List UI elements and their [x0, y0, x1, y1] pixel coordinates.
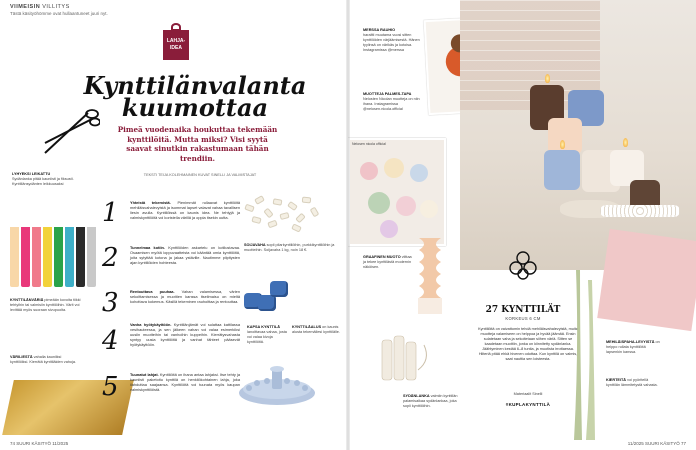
bubble-candles-photo [460, 0, 696, 270]
tapers-caption: MEHILÄISPAHA-LEVYISTÄ on helppo rullata kynttilöitä lapsenkin kanssa. [606, 340, 660, 354]
taper-candles-image [570, 270, 600, 440]
point-text: Vanha hyötykäyttöön. Kynttilänjämät voi sulattaa kattilassa vesihauteessa, ja sen jälkeen vahan voi valaa esimerkiksi uusiin muotteihin tai vanhoihin kuppeihin. Kierrätysvahasta syntyy uusia kynttilöitä ja vanhat tähteet pääsevät hyötykäyttöön. [130, 322, 240, 347]
spine-shadow [346, 0, 350, 450]
section-title: 27 KYNTTILÄT [485, 305, 561, 315]
wick-trimmer-icon [40, 105, 100, 155]
point-number: 1 [102, 198, 119, 228]
gold-caption: VÄRILIESTÄ vahalla kauniiksi kynttilöiksi. Kierrätä kynttiläiden vahoja. [10, 355, 77, 364]
point-text: Rentouttava puuhaa. Vahan valamisessa, värien sekoittamisessa ja muottien kanssa itseilmaisu on mieltä kohottava kokemus. Käsillä tekeminen rauhoittaa ja rentouttaa. [130, 289, 240, 304]
page-footer-left: 74 SUURI KÄSITYÖ 11/2025 [10, 441, 69, 446]
hashtag: #KUPLAKYNTTILÄ [505, 402, 551, 407]
point-number: 2 [102, 243, 119, 273]
point-text: Tunnelmaa kotiin. Kynttilöiden askartelu on kotilustavaa. Osaamisen myötä loppuvaatteista voi kääntää omia kynttilöitä, joita sytyttää kotona ja jakaa ystäville. Nautimme piipitysten ajan kynttilöiden hohteesta. [130, 245, 240, 265]
page-footer-right: 11/2025 SUURI KÄSITYÖ 77 [627, 441, 686, 446]
wavy-pillar-candle-image [415, 238, 445, 316]
bubble-candle-icon [508, 250, 538, 280]
byline: TEKSTI TEIJA KOLEHMAINEN KUVAT SINELLI JA VALMISTAJAT [143, 173, 257, 177]
instagram-photo-flower-candles [348, 138, 446, 246]
dye-bottles-image [10, 195, 110, 290]
section-materials: Materiaalit Sinelli [513, 392, 543, 396]
kicker: VIIMEISIN VILLITYS [10, 4, 70, 10]
plate-caption: KYNTTILÄALUS on kaunis alusta tekemällesi kynttilälle. [292, 325, 340, 334]
wick-caption: SYDÄNLANKA valmiin kynttilän palamisaikaa sydänlankaa, joka sopii kynttilöihin. [403, 394, 458, 408]
wick-roll-image [376, 330, 436, 390]
point-text: Yhteistä tekemistä. Pienimmät rullaavat kynttilöitä mehiläisvahalevyistä ja isommat lapset valavat vahaa tavallisen liesin avulla. Kynttilöissä on kaunis idea. Ne tehtyjä ja valmiskynttilöitä voi koristella värillä ja oppia itsekin uutta. [130, 200, 240, 220]
wavy-caption: GRAAFINEN MUOTO viittaa ja tekee kynttilästä modernin näköisen. [363, 255, 412, 269]
insta1-caption: MERSSA RAUHIO haraltti muutama vuosi sitten kynttilöiden värjäämisestä. Hänen tyylinsä on värikäs ja kotoisa. Instagramissa @merssa [363, 28, 420, 52]
blue-bubble-candles-image [240, 275, 290, 315]
point-number: 3 [102, 288, 119, 318]
soy-wax-caption: SOIJAVAHA sopii pilarkynttilöihin, purkkikynttilöihin ja muotteihin. Soijavaha 1 kg, noin 18 €. [244, 243, 335, 252]
section-body: Kynttilöitä on vaivattomin tehdä mehiläisvahalevyistä, muita muotteja valamiseen on helppoa ja hyvää jäämää. Ensin sulatetaan vaha ja sekoitetaan siihen väriä. Sitten se kaadetaan muottiin, jonka on kiinnitetty sydänlanka. Jäähtyminen kestää 6–8 tuntia, ja muotista irrottaessa. Hiiteriä pitää ehkä hivenen odottaa. Kun kynttilä on valmis, saat nauttia sen loisteesta. [478, 327, 578, 361]
insta2-caption: MUOTTEJA PALMES-TAPA Nelosten Nicolan muotteja on niin ihana. Instagramissa @nelosen.nicola.official [363, 92, 420, 111]
pink-paper-image [597, 229, 696, 331]
tapers-caption-2: KIERTEITÄ voi pyöritellä kynttilän lämmitetystä vahasta. [606, 378, 658, 387]
cube-caption: KAPSA KYNTTILÄ lanoittavaa vahaa, josta voi valaa kivoja kynttilöitä. [247, 325, 287, 344]
insta2-handle: Nelosen nicola official [352, 142, 386, 146]
gift-icon [163, 30, 189, 60]
section-subtitle: KORKEUS 6 CM [505, 316, 541, 321]
soy-wax-flakes-image [240, 185, 335, 240]
right-page [348, 0, 696, 450]
trimmer-caption: LYHYEKSI LEIKATTU Sydänlanka pitää kauniisti ja fiksusti. Kynttilänsydänten leikkuusaksi [12, 172, 74, 186]
dye-caption: KYNTTILÄNVÄRIÄ pimeään kovoita tiikki tehtyihin tai valmisiin kynttilöihin. Värit voi levittää myös suoraan sivupuolta. [10, 298, 81, 312]
gift-label: LAHJA- IDEA [166, 38, 186, 51]
point-number: 4 [102, 326, 119, 356]
point-number: 5 [102, 372, 119, 402]
lead-paragraph: Pimeä vuodenaika houkuttaa tekemään kynttilöitä. Mutta miksi? Visi syytä saavat sinutkin rakastumaan tähän trendiin. [117, 125, 278, 163]
headline: Kynttilänvalanta kuumottaa [83, 71, 307, 122]
kicker-subtitle: Tästä käsityöhömme ovat hullaantuneet juuri nyt. [10, 11, 108, 16]
candle-holder-image [235, 355, 320, 410]
point-text: Tuunatut lahjat. Kynttilöitä on ihana antaa lahjaksi. Itse tehty ja kauniisti paketoitu kynttilä on henkilökohtainen lahja, joka ilahduttaa saajaansa. Kynttilöitä voi tuunata myös kaupan valmiskynttilöistä. [130, 372, 240, 392]
